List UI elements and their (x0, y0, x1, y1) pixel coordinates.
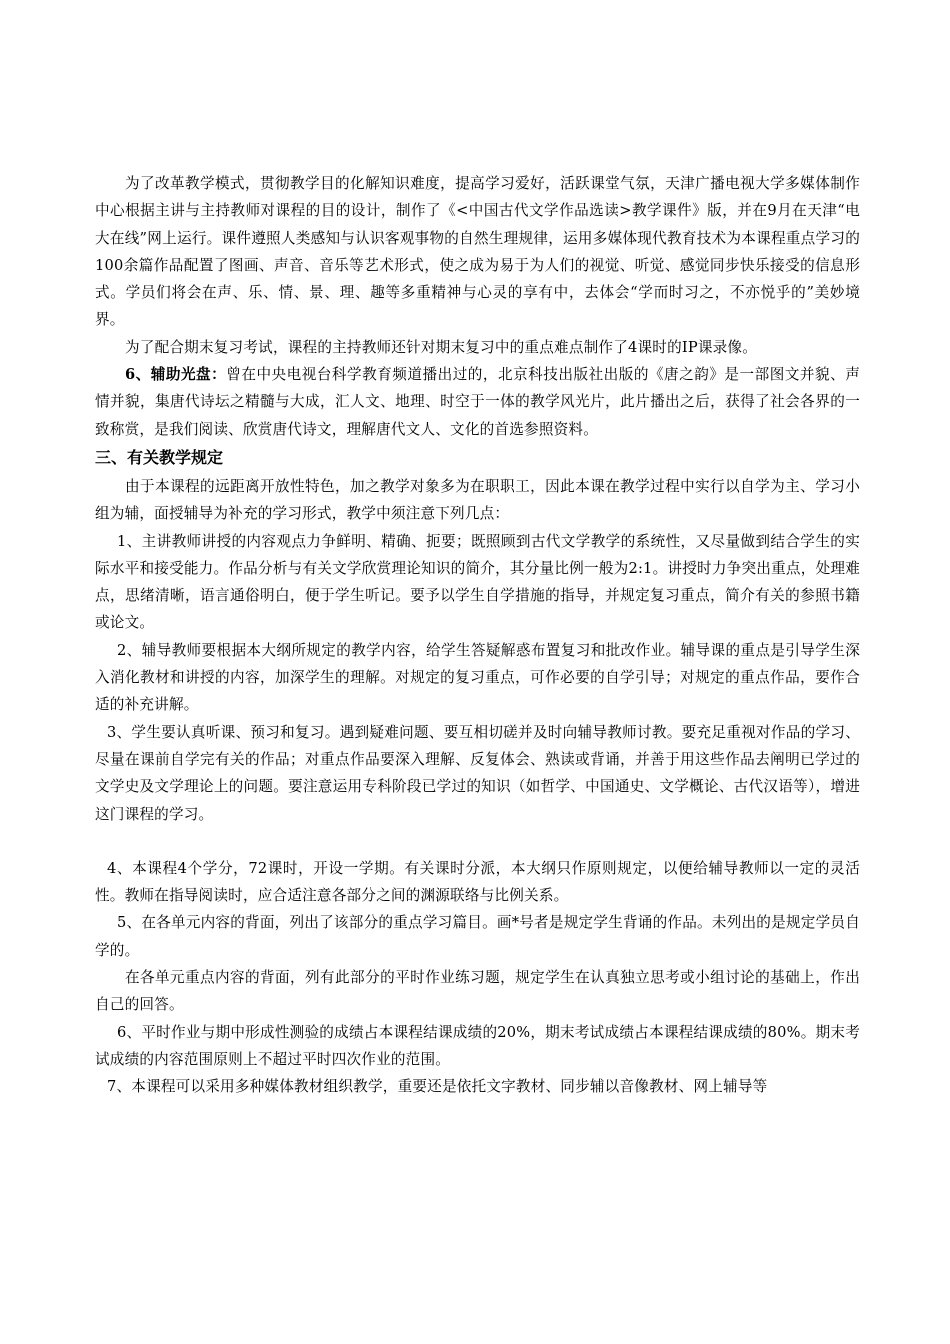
auxiliary-disc-text: 曾在中央电视台科学教育频道播出过的，北京科技出版社出版的《唐之韵》是一部图文并貌、声情并貌，集唐代诗坛之精髓与大成，汇人文、地理、时空于一体的教学风光片，此片播出之后，获得了社会各界的一致称赏，是我们阅读、欣赏唐代诗文，理解唐代文人、文化的首选参照资料。 (95, 366, 861, 438)
rule-2: 2、辅导教师要根据本大纲所规定的教学内容，给学生答疑解惑布置复习和批改作业。辅导课的重点是引导学生深入消化教材和讲授的内容，加深学生的理解。对规定的复习重点，可作必要的自学引导；对规定的重点作品，要作合适的补充讲解。 (95, 641, 860, 714)
paragraph-ip-video: 为了配合期末复习考试，课程的主持教师还针对期末复习中的重点难点制作了4课时的IP课录像。 (125, 338, 758, 356)
spacer (95, 828, 860, 855)
rule-5-note: 在各单元重点内容的背面，列有此部分的平时作业练习题，规定学生在认真独立思考或小组讨论的基础上，作出自己的回答。 (95, 969, 860, 1014)
rule-4: 4、本课程4个学分，72课时，开设一学期。有关课时分派，本大纲只作原则规定，以便给辅导教师以一定的灵活性。教师在指导阅读时，应合适注意各部分之间的渊源联络与比例关系。 (95, 859, 860, 905)
paragraph-intro-rules: 由于本课程的远距离开放性特色，加之教学对象多为在职职工，因此本课在教学过程中实行以自学为主、学习小组为辅，面授辅导为补充的学习形式，教学中须注意下列几点： (95, 477, 860, 523)
section-heading: 三、有关教学规定 (95, 447, 224, 467)
rule-1: 1、主讲教师讲授的内容观点力争鲜明、精确、扼要；既照顾到古代文学教学的系统性，又尽量做到结合学生的实际水平和接受能力。作品分析与有关文学欣赏理论知识的简介，其分量比例一般为2:1。讲授时力争突出重点，处理难点，思绪清晰，语言通俗明白，便于学生听记。要予以学生自学措施的指导，并规定复习重点，简介有关的参照书籍或论文。 (95, 532, 860, 632)
paragraph-auxiliary-disc (95, 361, 860, 443)
rule-3: 3、学生要认真听课、预习和复习。遇到疑难问题、要互相切磋并及时向辅导教师讨教。要充足重视对作品的学习、尽量在课前自学完有关的作品；对重点作品要深入理解、反复体会、熟读或背诵，并善于用这些作品去阐明已学过的文学史及文学理论上的问题。要注意运用专科阶段已学过的知识（如哲学、中国通史、文学概论、古代汉语等），增进这门课程的学习。 (95, 723, 860, 823)
rule-6: 6、平时作业与期中形成性测验的成绩占本课程结课成绩的20%，期末考试成绩占本课程结课成绩的80%。期末考试成绩的内容范围原则上不超过平时四次作业的范围。 (95, 1023, 860, 1068)
document-page (95, 170, 860, 1101)
rule-5: 5、在各单元内容的背面，列出了该部分的重点学习篇目。画*号者是规定学生背诵的作品。未列出的是规定学员自学的。 (95, 914, 860, 959)
auxiliary-disc-label: 6、辅助光盘： (125, 366, 227, 384)
paragraph-courseware: 为了改革教学模式，贯彻教学目的化解知识难度，提高学习爱好，活跃课堂气氛，天津广播电视大学多媒体制作中心根据主讲与主持教师对课程的目的设计，制作了《<中国古代文学作品选读>教学课件》版，并在9月在天津“电大在线”网上运行。课件遵照人类感知与认识客观事物的自然生理规律，运用多媒体现代教育技术为本课程重点学习的100余篇作品配置了图画、声音、音乐等艺术形式，使之成为易于为人们的视觉、听觉、感觉同步快乐接受的信息形式。学员们将会在声、乐、情、景、理、趣等多重精神与心灵的享有中，去体会“学而时习之，不亦悦乎的”美妙境界。 (95, 175, 860, 329)
rule-7: 7、本课程可以采用多种媒体教材组织教学，重要还是依托文字教材、同步辅以音像教材、网上辅导等 (107, 1078, 768, 1096)
